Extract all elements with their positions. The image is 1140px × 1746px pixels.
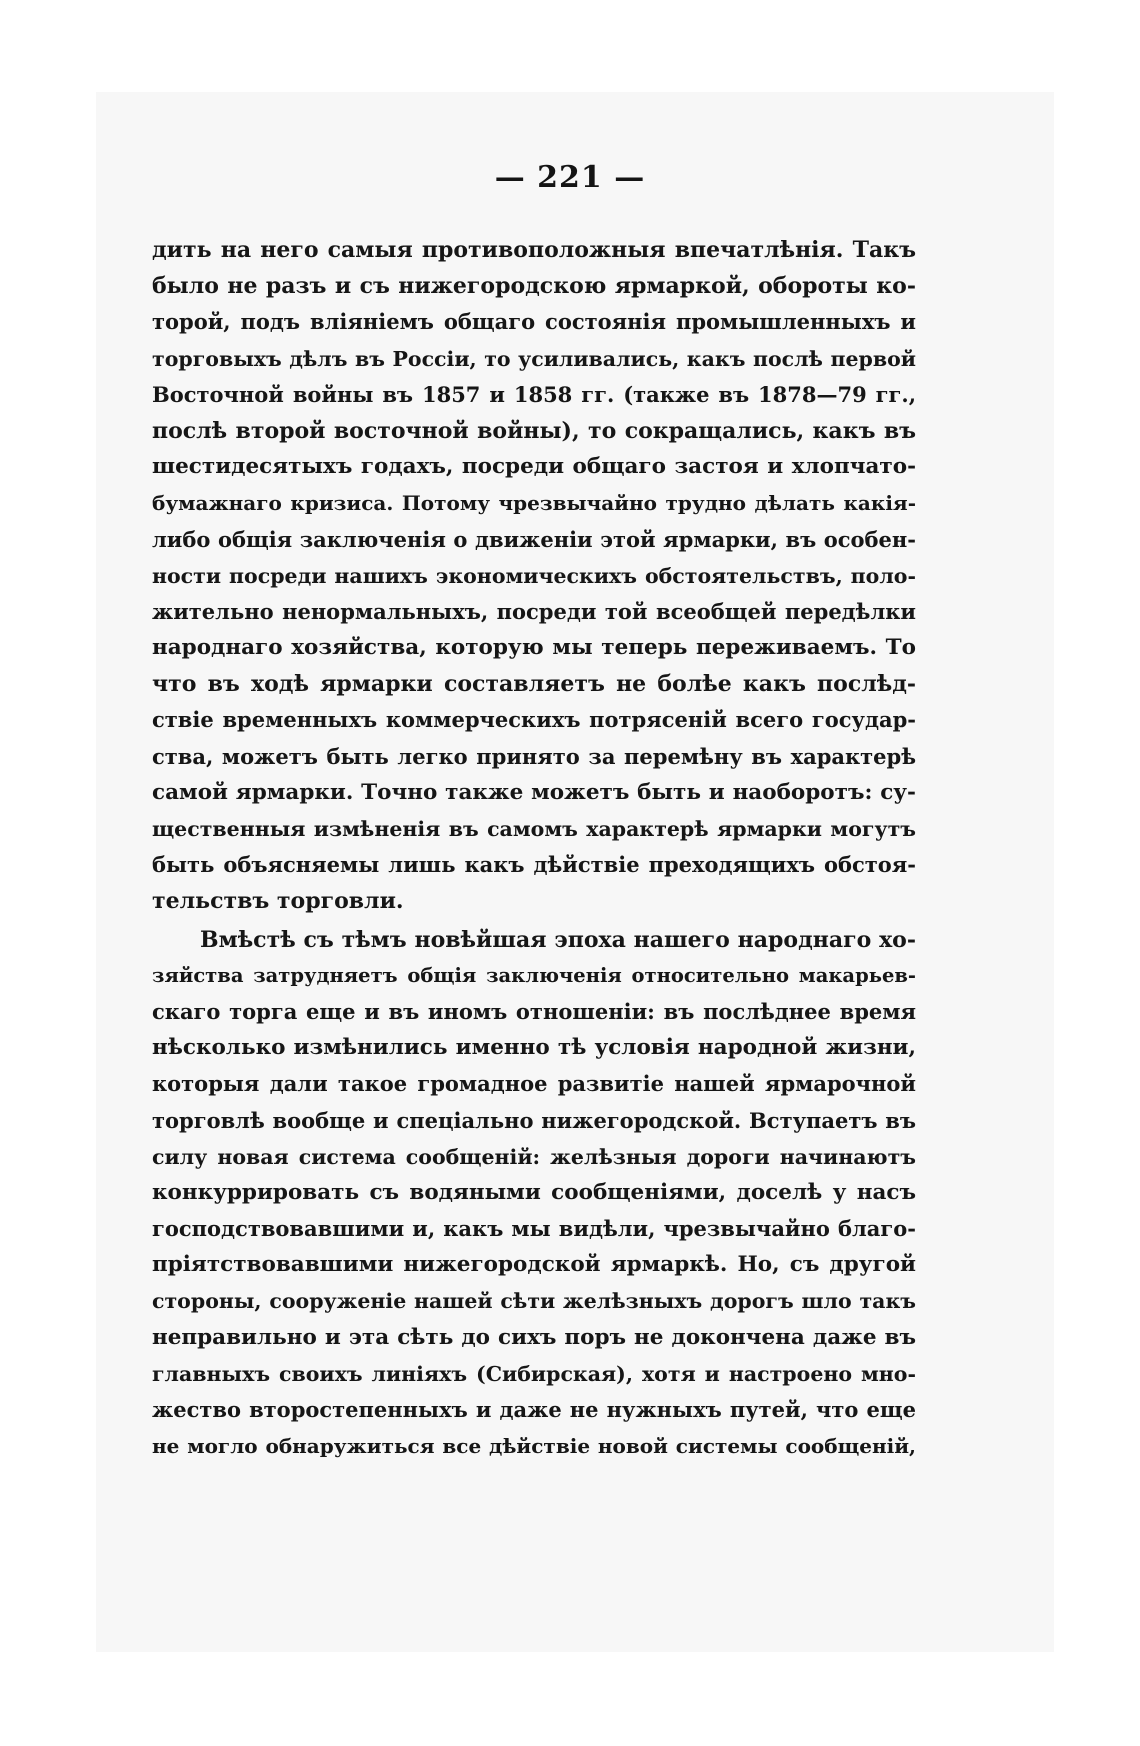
text-line: ства, можетъ быть легко принято за перемѣну въ характерѣ — [152, 743, 916, 769]
text-line: зяйства затрудняетъ общія заключенія относительно макарьев- — [152, 963, 916, 987]
text-line: дить на него самыя противоположныя впечатлѣнія. Такъ — [152, 237, 916, 263]
text-line: шестидесятыхъ годахъ, посреди общаго застоя и хлопчато- — [152, 454, 916, 480]
text-line: жество второстепенныхъ и даже не нужныхъ путей, что еще — [152, 1397, 916, 1422]
paragraph-1 — [152, 232, 916, 920]
text-line: ствіе временныхъ коммерческихъ потрясеній всего государ- — [152, 707, 916, 733]
text-line: господствовавшими и, какъ мы видѣли, чрезвычайно благо- — [152, 1216, 916, 1242]
text-line: конкуррировать съ водяными сообщеніями, доселѣ у насъ — [152, 1179, 916, 1205]
text-line: тельствъ торговли. — [152, 888, 404, 915]
text-line: пріятствовавшими нижегородской ярмаркѣ. Но, съ другой — [152, 1252, 916, 1278]
text-line: нѣсколько измѣнились именно тѣ условія народной жизни, — [152, 1035, 916, 1061]
text-line: бумажнаго кризиса. Потому чрезвычайно трудно дѣлать какія- — [152, 491, 916, 516]
page-number: — 221 — — [494, 160, 646, 195]
text-line: которыя дали такое громадное развитіе нашей ярмарочной — [152, 1071, 916, 1097]
text-line: Вмѣстѣ съ тѣмъ новѣйшая эпоха нашего народнаго хо- — [200, 926, 916, 953]
text-line: Восточной войны въ 1857 и 1858 гг. (также въ 1878—79 гг., — [152, 381, 916, 407]
text-line: торговыхъ дѣлъ въ Россіи, то усиливались, какъ послѣ первой — [152, 346, 916, 371]
text-line: стороны, сооруженіе нашей сѣти желѣзныхъ дорогъ шло такъ — [152, 1289, 916, 1314]
text-line: ности посреди нашихъ экономическихъ обстоятельствъ, поло- — [152, 563, 916, 588]
text-line: торой, подъ вліяніемъ общаго состоянія промышленныхъ и — [152, 309, 916, 335]
text-line: главныхъ своихъ линіяхъ (Сибирская), хотя и настроено мно- — [152, 1361, 916, 1386]
text-line: было не разъ и съ нижегородскою ярмаркой, обороты ко- — [152, 273, 916, 300]
body-text — [152, 232, 916, 1464]
text-line: торговлѣ вообще и спеціально нижегородской. Вступаетъ въ — [152, 1107, 916, 1133]
text-line: силу новая система сообщеній: желѣзныя дороги начинаютъ — [152, 1144, 916, 1169]
text-line: скаго торга еще и въ иномъ отношеніи: въ послѣднее время — [152, 998, 916, 1024]
text-line: неправильно и эта сѣть до сихъ поръ не докончена даже въ — [152, 1324, 916, 1350]
paragraph-2 — [152, 922, 916, 1465]
text-line: самой ярмарки. Точно также можетъ быть и наоборотъ: су- — [152, 779, 916, 805]
text-line: щественныя измѣненія въ самомъ характерѣ ярмарки могутъ — [152, 817, 916, 841]
text-line: послѣ второй восточной войны), то сокращались, какъ въ — [152, 417, 916, 444]
text-line: либо общія заключенія о движеніи этой ярмарки, въ особен- — [152, 526, 916, 552]
text-line: что въ ходѣ ярмарки составляетъ не болѣе какъ послѣд- — [152, 671, 916, 698]
text-line: не могло обнаружиться все дѣйствіе новой системы сообщеній, — [152, 1434, 916, 1459]
text-line: быть объясняемы лишь какъ дѣйствіе преходящихъ обстоя- — [152, 852, 916, 878]
text-line: народнаго хозяйства, которую мы теперь переживаемъ. То — [152, 635, 916, 661]
text-line: жительно ненормальныхъ, посреди той всеобщей передѣлки — [152, 598, 916, 624]
